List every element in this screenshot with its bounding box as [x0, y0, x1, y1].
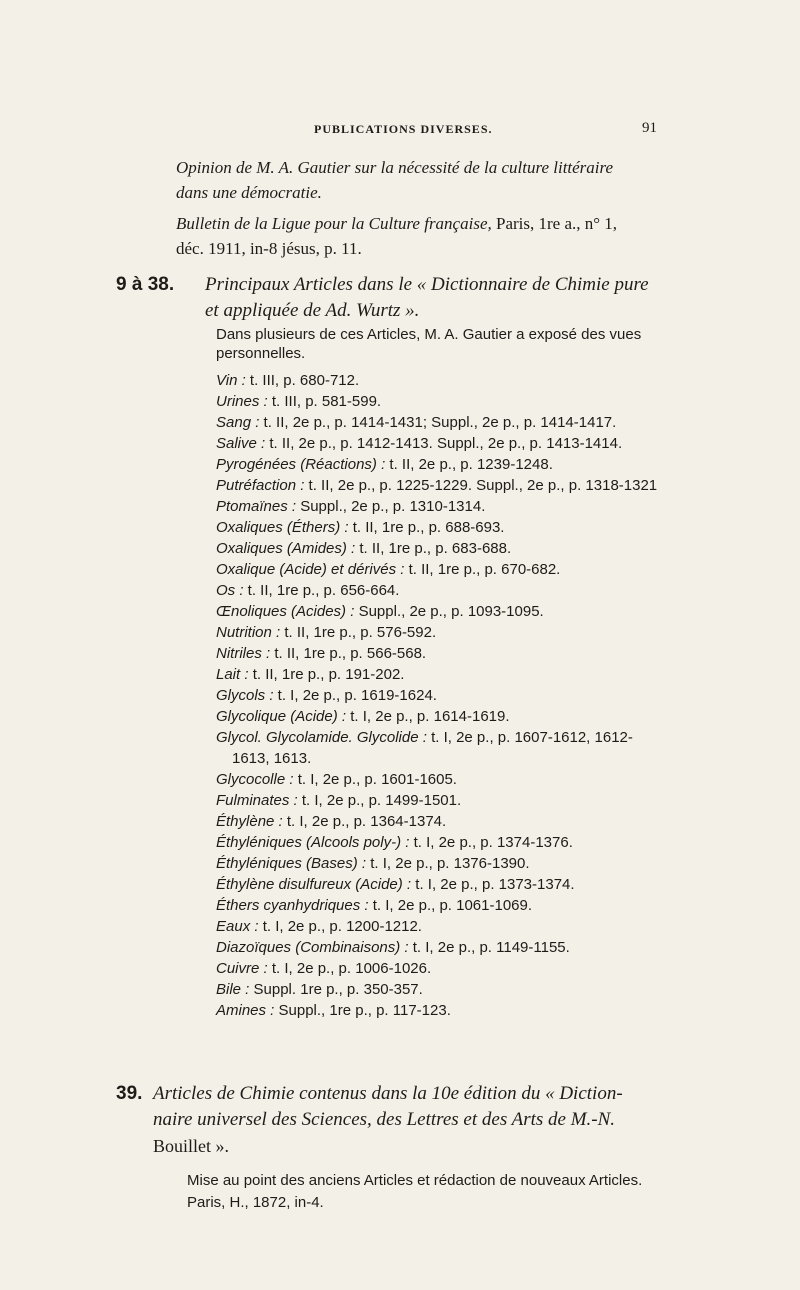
article-entry-reference: t. I, 2e p., p. 1364-1374.	[282, 813, 447, 830]
article-entry-title: Éthyléniques (Bases) :	[216, 855, 367, 872]
article-entry	[216, 706, 776, 727]
article-entry	[216, 391, 776, 412]
article-entry-title: Oxaliques (Éthers) :	[216, 519, 349, 536]
article-entry-reference: t. II, 2e p., p. 1412-1413. Suppl., 2e p., p. 1413-1414.	[265, 435, 623, 452]
article-entry-title: Nitriles :	[216, 645, 271, 662]
article-entry-title: Éthylène :	[216, 813, 283, 830]
article-entry-title: Œnoliques (Acides) :	[216, 603, 355, 620]
section-38-intro-line1: Dans plusieurs de ces Articles, M. A. Gautier a exposé des vues	[216, 326, 642, 343]
bulletin-tail: Paris, 1re a., n° 1,	[491, 214, 618, 233]
article-entry-reference: t. II, 1re p., p. 683-688.	[355, 540, 512, 557]
article-entry	[216, 664, 776, 685]
article-entry-reference: Suppl., 2e p., p. 1093-1095.	[354, 603, 544, 620]
article-entry	[216, 370, 776, 391]
section-39-number: 39.	[116, 1083, 143, 1104]
article-entry-title: Éthers cyanhydriques :	[216, 897, 369, 914]
article-entry	[216, 538, 776, 559]
article-entry-reference: t. I, 2e p., p. 1499-1501.	[297, 792, 462, 809]
article-entry	[216, 1000, 776, 1021]
section-38-title-line1: Principaux Articles dans le « Dictionnaire de Chimie pure	[205, 274, 649, 295]
article-entry	[216, 475, 776, 496]
article-entry-title: Lait :	[216, 666, 249, 683]
section-38-intro-line2: personnelles.	[216, 345, 306, 362]
article-entry	[216, 937, 776, 958]
article-entry	[216, 580, 776, 601]
article-entry	[216, 685, 776, 706]
article-entry-reference: t. II, 1re p., p. 576-592.	[280, 624, 437, 641]
article-entry-title: Glycolique (Acide) :	[216, 708, 347, 725]
section-39-title-line1: Articles de Chimie contenus dans la 10e édition du « Diction-	[153, 1083, 623, 1104]
article-entry-title: Éthylène disulfureux (Acide) :	[216, 876, 412, 893]
article-entry-title: Amines :	[216, 1002, 275, 1019]
article-entry-reference: t. II, 1re p., p. 688-693.	[348, 519, 505, 536]
bulletin-details: déc. 1911, in-8 jésus, p. 11.	[176, 239, 362, 258]
article-entry-reference: t. I, 2e p., p. 1373-1374.	[411, 876, 575, 893]
article-entry-reference: t. I, 2e p., p. 1374-1376.	[409, 834, 573, 851]
section-38-title-line2: et appliquée de Ad. Wurtz ».	[205, 300, 420, 321]
article-entry-title: Nutrition :	[216, 624, 281, 641]
article-entry-reference: 1613, 1613.	[232, 750, 312, 767]
article-entry-title: Oxalique (Acide) et dérivés :	[216, 561, 405, 578]
article-entry	[216, 748, 776, 769]
article-entry-reference: t. II, 1re p., p. 191-202.	[248, 666, 405, 683]
opinion-title-line2: dans une démocratie.	[176, 183, 322, 202]
article-entry-reference: Suppl., 1re p., p. 117-123.	[274, 1002, 451, 1019]
article-entry-title: Glycocolle :	[216, 771, 294, 788]
article-entry-title: Cuivre :	[216, 960, 268, 977]
section-38-number: 9 à 38.	[116, 274, 175, 295]
article-entry-reference: t. I, 2e p., p. 1619-1624.	[273, 687, 437, 704]
article-entry-reference: t. I, 2e p., p. 1614-1619.	[346, 708, 510, 725]
section-39-body-line2: Paris, H., 1872, in-4.	[187, 1194, 324, 1211]
article-entry-title: Eaux :	[216, 918, 259, 935]
article-entry	[216, 832, 776, 853]
article-entry-title: Bile :	[216, 981, 250, 998]
article-entry	[216, 979, 776, 1000]
opinion-title-line1: Opinion de M. A. Gautier sur la nécessité de la culture littéraire	[176, 158, 614, 177]
article-entry	[216, 622, 776, 643]
article-entry-title: Urines :	[216, 393, 268, 410]
section-39-body-line1: Mise au point des anciens Articles et rédaction de nouveaux Articles.	[187, 1172, 643, 1189]
article-entry	[216, 874, 776, 895]
article-entry-reference: t. I, 2e p., p. 1006-1026.	[267, 960, 432, 977]
article-entry-reference: t. I, 2e p., p. 1601-1605.	[293, 771, 457, 788]
article-entry	[216, 643, 776, 664]
article-entry	[216, 916, 776, 937]
article-entry-reference: t. I, 2e p., p. 1061-1069.	[368, 897, 533, 914]
article-entry-title: Os :	[216, 582, 244, 599]
article-list	[216, 370, 776, 1021]
article-entry-title: Éthyléniques (Alcools poly-) :	[216, 834, 410, 851]
article-entry	[216, 895, 776, 916]
article-entry-reference: t. I, 2e p., p. 1149-1155.	[408, 939, 570, 956]
article-entry-title: Ptomaïnes :	[216, 498, 297, 515]
page-number: 91	[642, 120, 657, 136]
running-title: PUBLICATIONS DIVERSES.	[314, 122, 493, 136]
article-entry-reference: Suppl. 1re p., p. 350-357.	[249, 981, 423, 998]
article-entry	[216, 496, 776, 517]
article-entry	[216, 454, 776, 475]
article-entry	[216, 412, 776, 433]
article-entry-title: Glycol. Glycolamide. Glycolide :	[216, 729, 427, 746]
article-entry-reference: t. I, 2e p., p. 1376-1390.	[366, 855, 530, 872]
article-entry-reference: t. III, p. 680-712.	[245, 372, 360, 389]
article-entry-title: Fulminates :	[216, 792, 298, 809]
article-entry-reference: t. II, 2e p., p. 1225-1229. Suppl., 2e p., p. 1318-1321	[304, 477, 658, 494]
article-entry	[216, 790, 776, 811]
article-entry-reference: t. II, 1re p., p. 670-682.	[404, 561, 561, 578]
article-entry-reference: t. I, 2e p., p. 1607-1612, 1612-	[426, 729, 633, 746]
article-entry-reference: t. II, 1re p., p. 566-568.	[270, 645, 427, 662]
article-entry-title: Pyrogénées (Réactions) :	[216, 456, 386, 473]
section-39-title-line2: naire universel des Sciences, des Lettres et des Arts de M.-N.	[153, 1109, 616, 1130]
article-entry-reference: t. I, 2e p., p. 1200-1212.	[258, 918, 422, 935]
article-entry-reference: t. II, 2e p., p. 1239-1248.	[385, 456, 553, 473]
article-entry	[216, 811, 776, 832]
article-entry	[216, 601, 776, 622]
article-entry-title: Oxaliques (Amides) :	[216, 540, 356, 557]
section-39-title-line3: Bouillet ».	[153, 1136, 229, 1156]
article-entry	[216, 559, 776, 580]
bulletin-citation	[176, 212, 617, 236]
article-entry	[216, 727, 776, 748]
article-entry-reference: t. III, p. 581-599.	[267, 393, 382, 410]
article-entry	[216, 517, 776, 538]
article-entry-title: Sang :	[216, 414, 260, 431]
article-entry-reference: t. II, 1re p., p. 656-664.	[243, 582, 400, 599]
article-entry-reference: t. II, 2e p., p. 1414-1431; Suppl., 2e p., p. 1414-1417.	[259, 414, 617, 431]
bulletin-title: Bulletin de la Ligue pour la Culture française,	[176, 214, 492, 233]
article-entry-reference: Suppl., 2e p., p. 1310-1314.	[296, 498, 486, 515]
article-entry-title: Vin :	[216, 372, 246, 389]
article-entry	[216, 769, 776, 790]
article-entry-title: Glycols :	[216, 687, 274, 704]
article-entry	[216, 433, 776, 454]
article-entry	[216, 853, 776, 874]
article-entry-title: Salive :	[216, 435, 266, 452]
article-entry-title: Putréfaction :	[216, 477, 305, 494]
article-entry	[216, 958, 776, 979]
article-entry-title: Diazoïques (Combinaisons) :	[216, 939, 409, 956]
